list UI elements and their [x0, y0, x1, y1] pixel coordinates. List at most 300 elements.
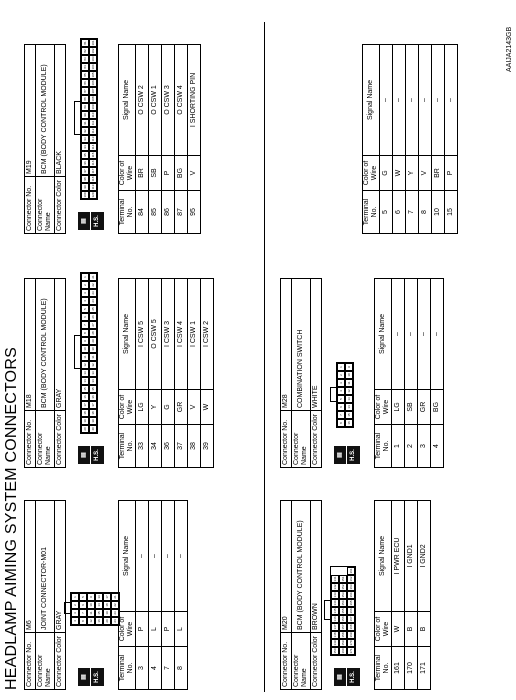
terminal-pin: 165	[349, 600, 353, 606]
terminal-pin: 26	[89, 313, 97, 321]
terminal-pin: 3	[81, 289, 89, 297]
table-row	[175, 279, 188, 468]
terminal-pin: 36	[89, 393, 97, 401]
terminal-pin: 5	[79, 593, 87, 601]
wire-color: BG	[175, 156, 188, 191]
terminal-pin: 108	[91, 96, 95, 102]
terminal-number: 86	[162, 191, 175, 234]
wire-color: P	[162, 612, 175, 647]
connector-face	[336, 362, 354, 428]
connector-no-label: Connector No.	[25, 177, 36, 234]
connector-color-label: Connector Color	[55, 633, 66, 690]
terminal-number: 37	[175, 425, 188, 468]
wire-color: BG	[431, 390, 444, 425]
connector-color-label: Connector Color	[311, 633, 322, 690]
pin-row	[87, 593, 95, 625]
terminal-pin: 155	[341, 608, 345, 614]
terminal-pin: 1	[71, 593, 79, 601]
table-row	[162, 501, 175, 690]
connector-no-value: M20	[281, 501, 292, 633]
terminal-number: 95	[188, 191, 201, 234]
terminal-pin: 88	[81, 95, 89, 103]
harness-side-icon	[78, 668, 104, 686]
terminal-pin: 20	[103, 617, 111, 625]
terminal-pin: 150	[333, 648, 337, 654]
hs-label: H.S.	[94, 671, 100, 683]
connector-glyph-icon: ▤	[334, 446, 347, 464]
terminal-pin: 2	[71, 601, 79, 609]
terminal-pin: 12	[87, 617, 95, 625]
wire-color: Y	[149, 390, 162, 425]
terminal-header: Terminal No.	[375, 647, 392, 690]
table-row	[136, 279, 149, 468]
table-row	[418, 501, 431, 690]
terminal-pin: 95	[81, 151, 89, 159]
signal-name: –	[432, 45, 445, 156]
terminal-header: Terminal No.	[375, 425, 392, 468]
table-row	[175, 501, 188, 690]
terminal-pin: 107	[91, 88, 95, 94]
wire-color: V	[419, 156, 432, 191]
terminal-pin: 163	[349, 584, 353, 590]
signal-name: –	[393, 45, 406, 156]
terminal-pin: 153	[341, 592, 345, 598]
table-row	[406, 45, 419, 234]
terminal-pin: 83	[81, 55, 89, 63]
terminal-pin: 6	[81, 313, 89, 321]
connector-color-row	[311, 501, 322, 690]
terminal-pin: 20	[81, 425, 89, 433]
connector-name-value: BCM (BODY CONTROL MODULE)	[292, 501, 311, 633]
connector-no-label: Connector No.	[281, 633, 292, 690]
terminal-pin: 90	[81, 111, 89, 119]
wire-color: L	[149, 612, 162, 647]
connector-no-row	[25, 45, 36, 234]
connector-glyph-icon: ▤	[334, 668, 347, 686]
terminal-pin: 21	[111, 593, 119, 601]
table-row	[188, 45, 201, 234]
connector-face	[330, 566, 356, 656]
signal-name: O CSW 2	[136, 45, 149, 156]
terminal-pin: 10	[81, 345, 89, 353]
terminal-number: 1	[392, 425, 405, 468]
table-row	[162, 45, 175, 234]
connector-name-row	[292, 501, 311, 690]
terminal-pin: 13	[81, 369, 89, 377]
terminal-pin: 10	[345, 371, 353, 379]
hs-label: H.S.	[350, 449, 356, 461]
terminal-pin: 40	[89, 425, 97, 433]
terminal-number: 39	[201, 425, 214, 468]
connector-color-value: GRAY	[55, 501, 66, 633]
connector-m19	[24, 40, 201, 234]
terminal-number: 8	[419, 191, 432, 234]
signal-name: I CSW 1	[188, 279, 201, 390]
table-row	[392, 501, 405, 690]
pin-row	[347, 567, 355, 655]
connector-name-row	[292, 279, 311, 468]
terminal-pin: 105	[91, 72, 95, 78]
pin-row	[89, 39, 97, 199]
connector-name-label: Connector Name	[36, 411, 55, 468]
terminal-pin: 167	[349, 616, 353, 622]
footer-code: AAIJA2143GB	[506, 26, 513, 72]
terminal-number: 36	[162, 425, 175, 468]
connector-face-area	[66, 275, 118, 468]
terminal-pin: 18	[81, 409, 89, 417]
connector-no-value: M18	[25, 279, 36, 411]
signal-name: I CSW 2	[201, 279, 214, 390]
terminal-pin: 37	[89, 401, 97, 409]
signal-name: I GND1	[405, 501, 418, 612]
table-row	[136, 501, 149, 690]
connector-no-value: M28	[281, 279, 292, 411]
connector-lock-tab	[64, 602, 71, 614]
terminal-pin: 156	[341, 616, 345, 622]
connector-header	[280, 500, 322, 690]
signal-name: –	[149, 501, 162, 612]
wire-color-header: Color of Wire	[119, 612, 136, 647]
connector-no-row	[25, 501, 36, 690]
terminal-pin: 11	[345, 379, 353, 387]
terminal-pin: 158	[341, 632, 345, 638]
terminal-pin: 109	[91, 104, 95, 110]
connector-name-row	[36, 279, 55, 468]
terminal-pin: 7	[79, 609, 87, 617]
pin-row	[339, 567, 347, 655]
connector-color-label: Connector Color	[55, 411, 66, 468]
terminal-number: 10	[432, 191, 445, 234]
connector-no-value: M6	[25, 501, 36, 633]
table-row	[393, 45, 406, 234]
wire-color: W	[392, 612, 405, 647]
signal-header: Signal Name	[119, 45, 136, 156]
signal-name: O CSW 1	[149, 45, 162, 156]
terminal-pin: 154	[341, 600, 345, 606]
table-row	[136, 45, 149, 234]
terminal-pin: 9	[345, 363, 353, 371]
wire-color: GR	[175, 390, 188, 425]
pin-row	[81, 39, 89, 199]
wire-color-header: Color of Wire	[375, 390, 392, 425]
signal-name: –	[392, 279, 405, 390]
terminal-pin: 4	[337, 387, 345, 395]
terminal-pin: 23	[111, 609, 119, 617]
connector-name-value: BCM (BODY CONTROL MODULE)	[36, 279, 55, 411]
connector-no-label: Connector No.	[25, 633, 36, 690]
wire-color: B	[418, 612, 431, 647]
connector-m6	[24, 500, 188, 690]
pin-table	[118, 278, 214, 468]
terminal-pin: 14	[95, 601, 103, 609]
signal-header: Signal Name	[119, 501, 136, 612]
wire-color: G	[380, 156, 393, 191]
pin-row	[95, 593, 103, 625]
terminal-number: 171	[418, 647, 431, 690]
terminal-number: 3	[136, 647, 149, 690]
terminal-pin: 15	[345, 411, 353, 419]
pin-row	[81, 273, 89, 433]
connector-m28	[280, 278, 444, 468]
pin-row	[111, 593, 119, 625]
connector-color-value: GRAY	[55, 279, 66, 411]
connector-m28-continued	[280, 44, 458, 234]
terminal-pin: 7	[337, 411, 345, 419]
terminal-number: 87	[175, 191, 188, 234]
pin-table-header	[119, 279, 136, 468]
terminal-pin: 19	[103, 609, 111, 617]
pin-row	[331, 567, 339, 655]
terminal-pin: 5	[81, 305, 89, 313]
terminal-pin: 4	[81, 297, 89, 305]
wire-color: V	[188, 156, 201, 191]
wire-color-header: Color of Wire	[119, 390, 136, 425]
harness-side-icon	[78, 446, 104, 464]
signal-name: –	[418, 279, 431, 390]
terminal-pin: 157	[341, 624, 345, 630]
terminal-pin: 7	[81, 321, 89, 329]
wire-color: SB	[405, 390, 418, 425]
terminal-pin: 91	[81, 119, 89, 127]
terminal-pin: 34	[89, 377, 97, 385]
connector-color-value: BROWN	[311, 501, 322, 633]
terminal-header: Terminal No.	[119, 647, 136, 690]
terminal-pin: 14	[345, 403, 353, 411]
pin-row	[89, 273, 97, 433]
connector-color-row	[55, 501, 66, 690]
wire-color: SB	[149, 156, 162, 191]
terminal-number: 5	[380, 191, 393, 234]
table-row	[405, 279, 418, 468]
connector-face	[70, 592, 120, 626]
terminal-pin: 160	[341, 648, 345, 654]
table-row	[149, 45, 162, 234]
pin-table	[362, 44, 458, 234]
terminal-pin: 4	[71, 617, 79, 625]
signal-name: I SHORTING PIN	[188, 45, 201, 156]
terminal-pin: 159	[341, 640, 345, 646]
terminal-pin: 17	[81, 401, 89, 409]
terminal-pin: 92	[81, 127, 89, 135]
terminal-pin: 12	[345, 387, 353, 395]
terminal-pin: 145	[333, 608, 337, 614]
terminal-pin: 86	[81, 79, 89, 87]
terminal-pin: 81	[81, 39, 89, 47]
connector-color-label: Connector Color	[311, 411, 322, 468]
terminal-pin: 18	[103, 601, 111, 609]
terminal-pin: 23	[89, 289, 97, 297]
terminal-pin: 162	[349, 576, 353, 582]
terminal-pin: 147	[333, 624, 337, 630]
terminal-pin: 22	[111, 601, 119, 609]
table-row	[201, 279, 214, 468]
terminal-pin: 151	[341, 576, 345, 582]
terminal-pin: 84	[81, 63, 89, 71]
table-row	[149, 501, 162, 690]
terminal-number: 38	[188, 425, 201, 468]
terminal-pin: 13	[95, 593, 103, 601]
pin-table-header	[375, 501, 392, 690]
terminal-pin: 99	[81, 183, 89, 191]
terminal-pin: 93	[81, 135, 89, 143]
table-row	[392, 279, 405, 468]
wire-color: G	[162, 390, 175, 425]
signal-name: I CSW 5	[136, 279, 149, 390]
connector-face	[80, 38, 98, 200]
connector-name-label: Connector Name	[292, 633, 311, 690]
connector-face-area	[322, 278, 374, 468]
wire-color: P	[162, 156, 175, 191]
hs-label: H.S.	[94, 215, 100, 227]
terminal-pin: 118	[91, 176, 95, 182]
wire-color: Y	[406, 156, 419, 191]
connector-face-area	[322, 500, 374, 690]
connector-face-area	[66, 500, 118, 690]
signal-header: Signal Name	[363, 45, 380, 156]
terminal-pin: 164	[349, 592, 353, 598]
terminal-pin: 143	[333, 592, 337, 598]
section-divider	[264, 22, 265, 692]
terminal-pin: 169	[349, 632, 353, 638]
connector-m20	[280, 500, 431, 690]
signal-name: I PWR ECU	[392, 501, 405, 612]
connector-header	[24, 500, 66, 690]
terminal-pin: 9	[81, 337, 89, 345]
table-row	[149, 279, 162, 468]
terminal-pin: 112	[91, 128, 95, 134]
table-row	[405, 501, 418, 690]
connector-no-row	[281, 279, 292, 468]
wire-color-header: Color of Wire	[375, 612, 392, 647]
connector-lock-tab	[74, 101, 81, 135]
terminal-pin: 21	[89, 273, 97, 281]
signal-name: O CSW 5	[149, 279, 162, 390]
terminal-pin: 15	[81, 385, 89, 393]
terminal-pin: 6	[79, 601, 87, 609]
table-row	[188, 279, 201, 468]
pin-row	[345, 363, 353, 427]
hs-label: H.S.	[350, 671, 356, 683]
terminal-pin: 1	[337, 363, 345, 371]
terminal-pin: 87	[81, 87, 89, 95]
signal-name: –	[431, 279, 444, 390]
signal-name: –	[162, 501, 175, 612]
terminal-number: 170	[405, 647, 418, 690]
connector-lock-tab	[324, 600, 331, 620]
terminal-pin: 16	[81, 393, 89, 401]
terminal-pin: 28	[89, 329, 97, 337]
connector-name-row	[36, 501, 55, 690]
connector-name-label: Connector Name	[292, 411, 311, 468]
pin-table	[118, 44, 201, 234]
harness-side-icon	[334, 668, 360, 686]
wire-color: V	[188, 390, 201, 425]
terminal-pin: 152	[341, 584, 345, 590]
wire-color-header: Color of Wire	[119, 156, 136, 191]
wire-color: LG	[392, 390, 405, 425]
terminal-pin: 96	[81, 159, 89, 167]
wire-color: B	[405, 612, 418, 647]
connector-header	[280, 278, 322, 468]
table-row	[431, 279, 444, 468]
signal-name: –	[445, 45, 458, 156]
terminal-pin: 17	[103, 593, 111, 601]
connector-glyph-icon: ▤	[78, 668, 91, 686]
connector-color-label: Connector Color	[55, 177, 66, 234]
terminal-pin: 119	[91, 184, 95, 190]
signal-name: I GND2	[418, 501, 431, 612]
terminal-pin: 85	[81, 71, 89, 79]
wire-color: W	[393, 156, 406, 191]
connector-no-row	[25, 279, 36, 468]
page-title: HEADLAMP AIMING SYSTEM CONNECTORS	[3, 347, 20, 690]
connector-no-label: Connector No.	[25, 411, 36, 468]
terminal-pin: 114	[91, 144, 95, 150]
terminal-pin: 170	[349, 640, 353, 646]
terminal-number: 15	[445, 191, 458, 234]
terminal-pin: 6	[337, 403, 345, 411]
connector-name-value: JOINT CONNECTOR-M01	[36, 501, 55, 633]
terminal-pin: 2	[337, 371, 345, 379]
terminal-pin: 94	[81, 143, 89, 151]
wire-color: LG	[136, 390, 149, 425]
pin-row	[71, 593, 79, 625]
terminal-number: 85	[149, 191, 162, 234]
connector-glyph-icon: ▤	[78, 212, 91, 230]
terminal-pin: 161	[349, 568, 353, 574]
connector-color-row	[311, 279, 322, 468]
connector-name-label: Connector Name	[36, 177, 55, 234]
connector-color-row	[55, 45, 66, 234]
table-row	[419, 45, 432, 234]
terminal-pin: 102	[91, 48, 95, 54]
table-row	[380, 45, 393, 234]
table-row	[162, 279, 175, 468]
terminal-pin: 141	[333, 576, 337, 582]
terminal-pin: 115	[91, 152, 95, 158]
pin-table-header	[363, 45, 380, 234]
pin-table-header	[119, 501, 136, 690]
connector-lock-tab	[74, 335, 81, 369]
terminal-pin: 11	[81, 353, 89, 361]
terminal-pin: 16	[95, 617, 103, 625]
terminal-pin: 15	[95, 609, 103, 617]
terminal-pin: 144	[333, 600, 337, 606]
pin-table-header	[119, 45, 136, 234]
terminal-pin: 33	[89, 369, 97, 377]
terminal-pin: 101	[91, 40, 95, 46]
terminal-pin: 148	[333, 632, 337, 638]
signal-name: I CSW 3	[162, 279, 175, 390]
table-row	[418, 279, 431, 468]
terminal-pin: 38	[89, 409, 97, 417]
terminal-pin: 11	[87, 609, 95, 617]
terminal-pin: 24	[111, 617, 119, 625]
signal-name: –	[175, 501, 188, 612]
signal-name: –	[380, 45, 393, 156]
connector-header	[24, 278, 66, 468]
table-row	[432, 45, 445, 234]
terminal-pin: 3	[71, 609, 79, 617]
connector-name-row	[36, 45, 55, 234]
terminal-pin: 149	[333, 640, 337, 646]
terminal-number: 7	[162, 647, 175, 690]
terminal-pin: 10	[87, 601, 95, 609]
terminal-pin: 9	[87, 593, 95, 601]
pin-table-header	[375, 279, 392, 468]
terminal-pin: 31	[89, 353, 97, 361]
pin-row	[79, 593, 87, 625]
